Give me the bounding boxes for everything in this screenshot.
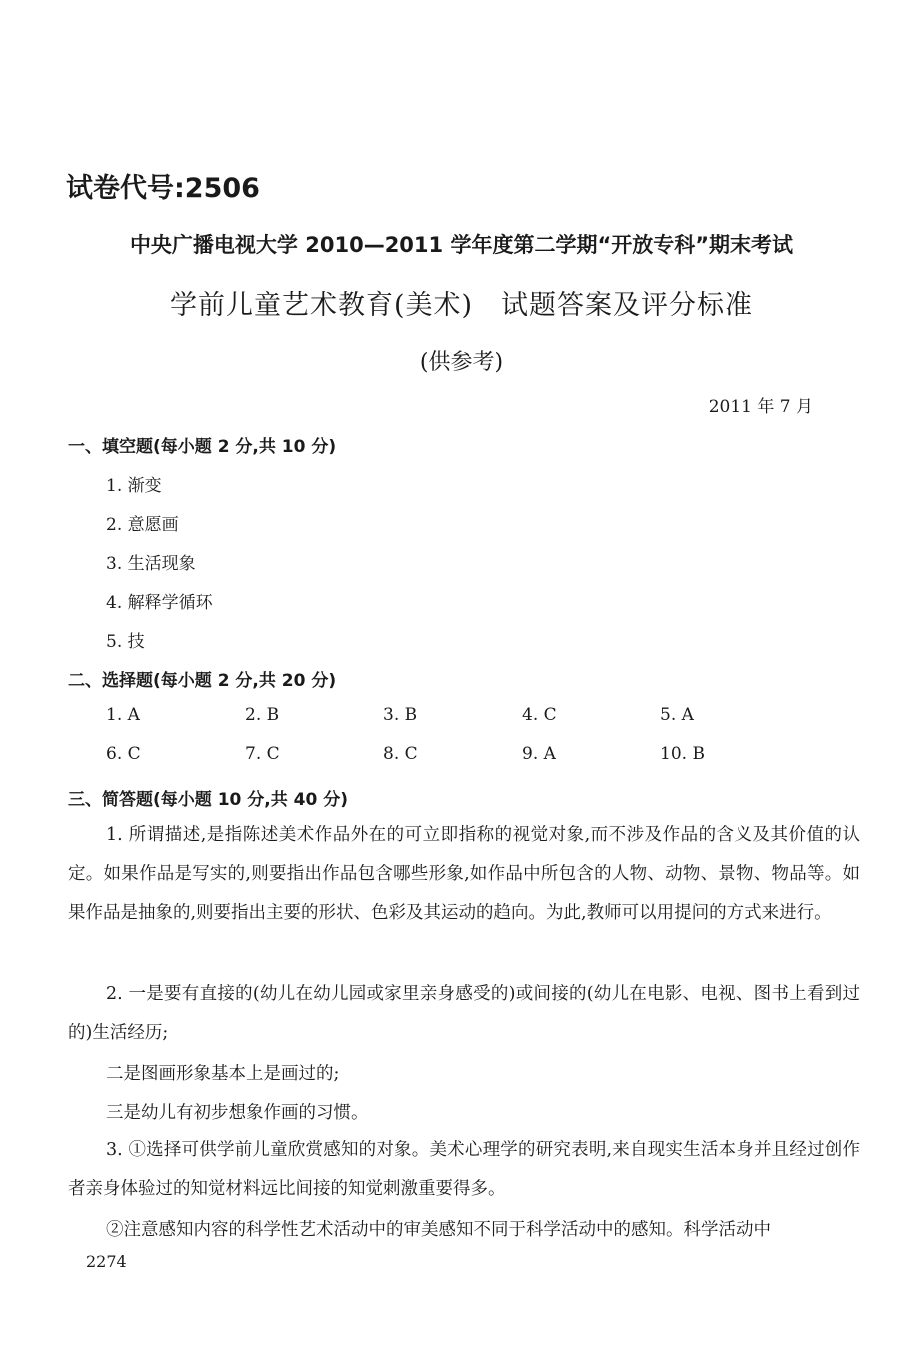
answer-item: 2. 意愿画 (106, 515, 179, 535)
answer-paragraph (68, 975, 860, 1053)
section3-heading: 三、简答题(每小题 10 分,共 40 分) (68, 790, 348, 810)
section1-heading: 一、填空题(每小题 2 分,共 10 分) (68, 437, 337, 457)
subject-title: 学前儿童艺术教育(美术) 试题答案及评分标准 (169, 290, 754, 321)
choice-answer: 10. B (660, 744, 705, 764)
answer-line: ②注意感知内容的科学性艺术活动中的审美感知不同于科学活动中的感知。科学活动中 (106, 1220, 771, 1240)
paper-code: 试卷代号:2506 (66, 173, 260, 204)
choice-answer: 1. A (106, 705, 140, 725)
section2-heading: 二、选择题(每小题 2 分,共 20 分) (68, 671, 337, 691)
answer-text: 1. 所谓描述,是指陈述美术作品外在的可立即指称的视觉对象,而不涉及作品的含义及其价值的认定。如果作品是写实的,则要指出作品包含哪些形象,如作品中所包含的人物、动物、景物、物品等。如果作品是抽象的,则要指出主要的形状、色彩及其运动的趋向。为此,教师可以用提问的方式来进行。 (68, 825, 860, 923)
answer-line: 三是幼儿有初步想象作画的习惯。 (106, 1103, 369, 1123)
answer-item: 1. 渐变 (106, 476, 162, 496)
answer-item: 3. 生活现象 (106, 554, 196, 574)
choice-answer: 2. B (245, 705, 280, 725)
answer-item: 4. 解释学循环 (106, 593, 213, 613)
choice-answer: 7. C (245, 744, 280, 764)
choice-answer: 6. C (106, 744, 141, 764)
choice-answer: 8. C (383, 744, 418, 764)
page-number: 2274 (86, 1252, 127, 1271)
choice-answer: 3. B (383, 705, 418, 725)
answer-line: 二是图画形象基本上是画过的; (106, 1064, 340, 1084)
reference-note: (供参考) (419, 350, 504, 375)
exam-title: 中央广播电视大学 2010—2011 学年度第二学期“开放专科”期末考试 (129, 233, 794, 257)
choice-answer: 5. A (660, 705, 694, 725)
exam-date: 2011 年 7 月 (708, 397, 813, 417)
answer-text: 3. ①选择可供学前儿童欣赏感知的对象。美术心理学的研究表明,来自现实生活本身并且经过创作者亲身体验过的知觉材料远比间接的知觉刺激重要得多。 (68, 1140, 860, 1199)
answer-text: 2. 一是要有直接的(幼儿在幼儿园或家里亲身感受的)或间接的(幼儿在电影、电视、图书上看到过的)生活经历; (68, 984, 860, 1043)
choice-answer: 4. C (522, 705, 557, 725)
answer-item: 5. 技 (106, 632, 145, 652)
answer-paragraph (68, 816, 860, 933)
answer-paragraph (68, 1131, 860, 1209)
choice-answer: 9. A (522, 744, 556, 764)
